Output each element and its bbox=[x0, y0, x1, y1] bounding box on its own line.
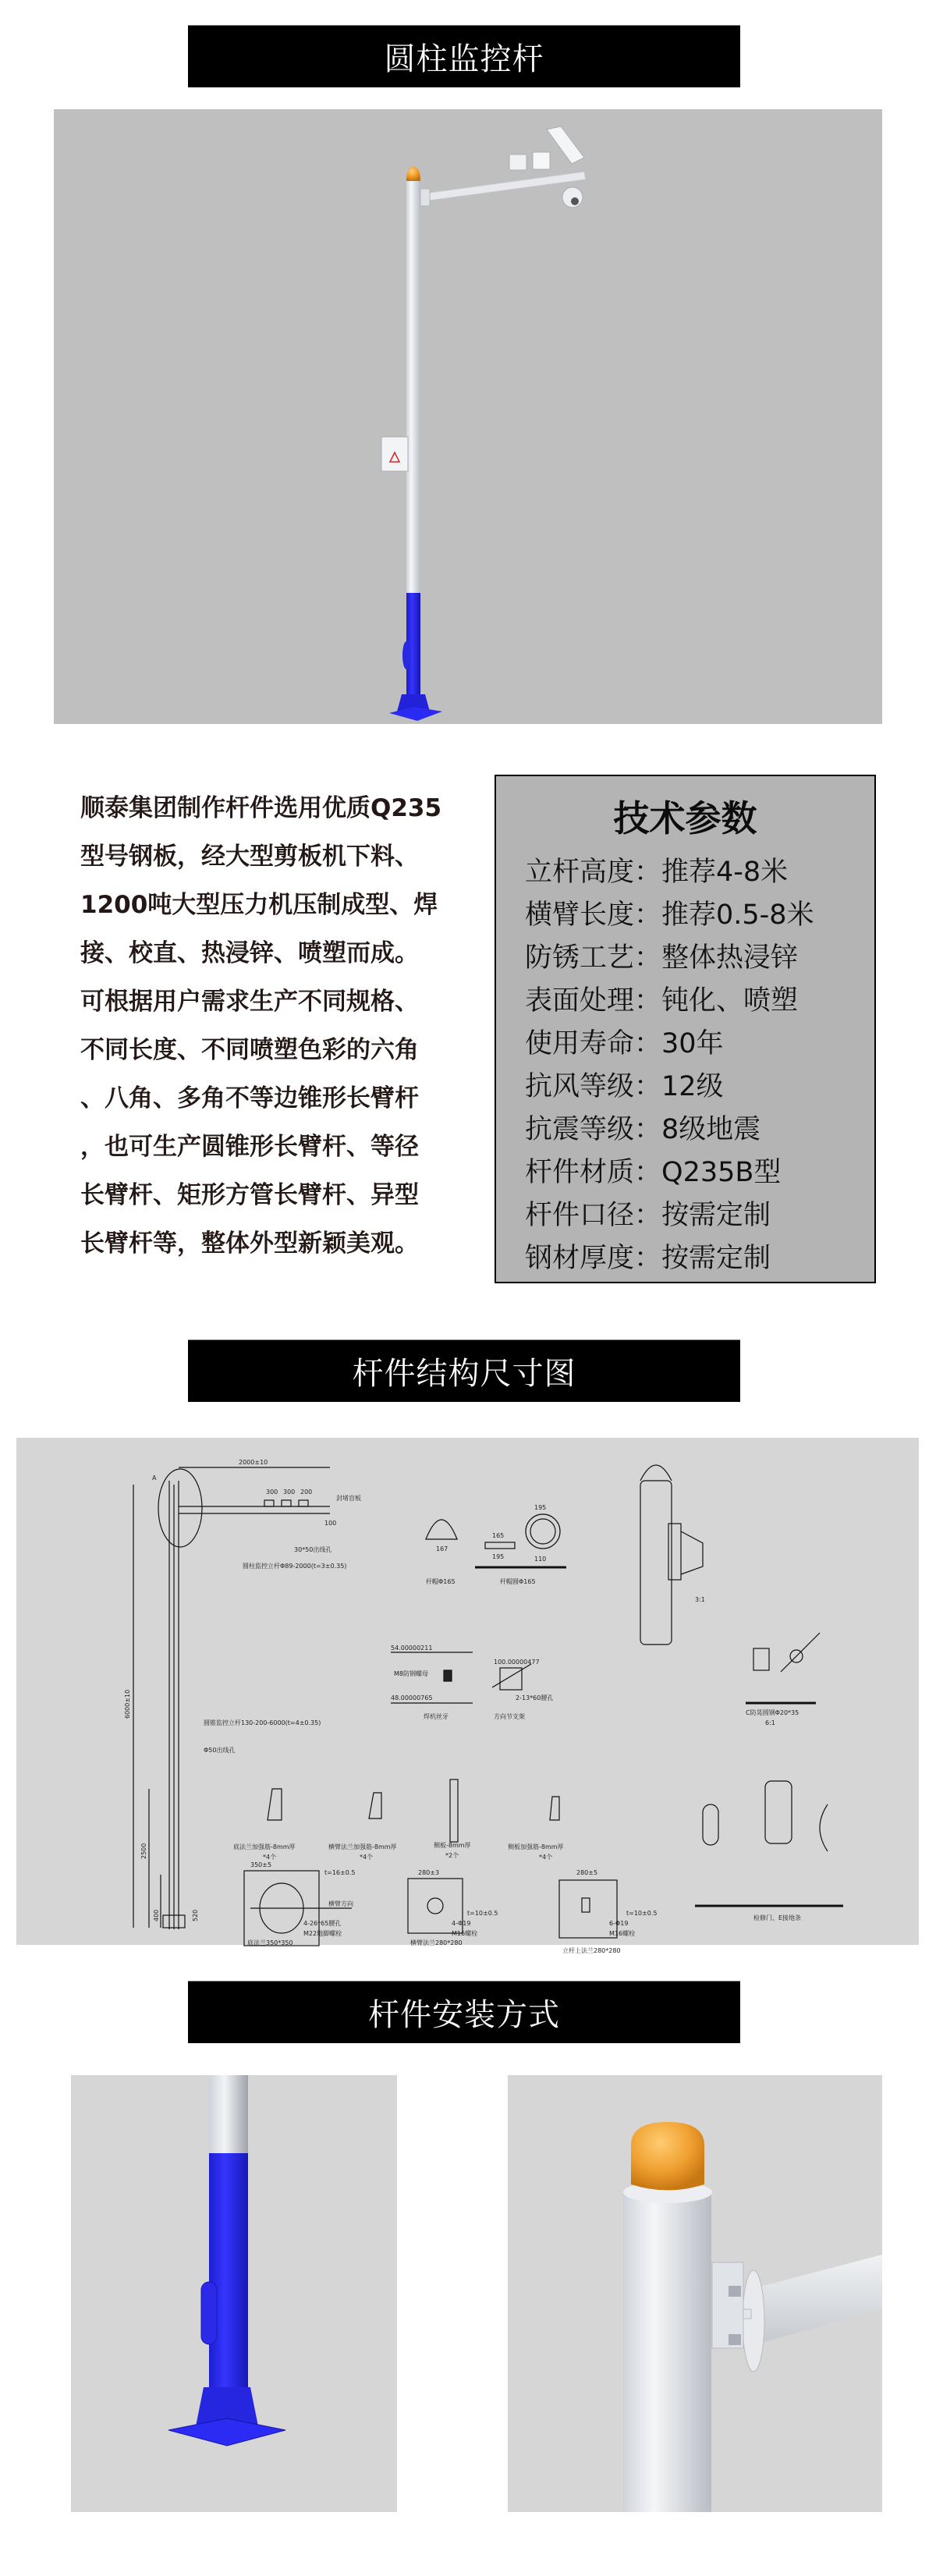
section-title-install: 杆件安装方式 bbox=[188, 1981, 740, 2043]
param-value: 30年 bbox=[661, 1027, 724, 1059]
param-label: 抗震等级： bbox=[525, 1113, 662, 1145]
param-label: 杆件材质： bbox=[525, 1156, 662, 1188]
param-label: 抗风等级： bbox=[525, 1070, 662, 1102]
base-plate bbox=[168, 2418, 285, 2446]
param-label: 横臂长度： bbox=[525, 899, 662, 931]
svg-text:195: 195 bbox=[492, 1553, 505, 1560]
svg-text:方向节支架: 方向节支架 bbox=[494, 1713, 525, 1720]
svg-text:封堵盲板: 封堵盲板 bbox=[336, 1495, 361, 1502]
param-row-diameter bbox=[525, 1191, 814, 1234]
param-label: 防锈工艺： bbox=[525, 942, 662, 974]
svg-text:*2个: *2个 bbox=[445, 1852, 459, 1859]
svg-text:*4个: *4个 bbox=[539, 1854, 553, 1861]
param-label: 使用寿命： bbox=[525, 1027, 662, 1059]
svg-text:t=10±0.5: t=10±0.5 bbox=[467, 1910, 498, 1917]
param-value: Q235B型 bbox=[661, 1156, 782, 1188]
param-value: 推荐4-8米 bbox=[661, 856, 789, 888]
param-value: 12级 bbox=[661, 1070, 724, 1102]
bolt-icon bbox=[729, 2286, 741, 2297]
svg-text:2000±10: 2000±10 bbox=[239, 1459, 268, 1466]
pole-white-section bbox=[209, 2075, 248, 2155]
svg-text:M16螺栓: M16螺栓 bbox=[609, 1930, 636, 1937]
svg-text:t=10±0.5: t=10±0.5 bbox=[626, 1910, 658, 1917]
param-row-surface bbox=[525, 977, 814, 1020]
param-label: 立杆高度： bbox=[525, 856, 662, 888]
svg-text:6:1: 6:1 bbox=[765, 1719, 775, 1726]
pole-upper bbox=[406, 178, 420, 595]
svg-text:焊机丝牙: 焊机丝牙 bbox=[424, 1713, 448, 1720]
svg-text:200: 200 bbox=[300, 1488, 313, 1496]
svg-text:6-Φ19: 6-Φ19 bbox=[609, 1920, 629, 1927]
svg-text:横臂法兰加强筋-8mm厚: 横臂法兰加强筋-8mm厚 bbox=[328, 1843, 397, 1850]
svg-text:350±5: 350±5 bbox=[250, 1861, 272, 1868]
description-line: 、八角、多角不等边锥形长臂杆 bbox=[80, 1084, 419, 1112]
bullet-camera-icon bbox=[547, 126, 584, 164]
param-row-lifespan bbox=[525, 1020, 814, 1063]
flash-light-icon bbox=[533, 152, 550, 169]
svg-text:100: 100 bbox=[324, 1520, 337, 1527]
svg-text:横臂方向: 横臂方向 bbox=[328, 1900, 353, 1907]
svg-text:54.00000211: 54.00000211 bbox=[391, 1645, 433, 1652]
product-render bbox=[54, 109, 882, 724]
description-line: 可根据用户需求生产不同规格、 bbox=[80, 988, 419, 1016]
svg-text:*4个: *4个 bbox=[263, 1854, 277, 1861]
svg-text:M8防钢螺母: M8防钢螺母 bbox=[394, 1670, 428, 1677]
svg-text:300: 300 bbox=[266, 1488, 278, 1496]
monitoring-pole-illustration bbox=[54, 109, 882, 724]
svg-text:195: 195 bbox=[534, 1504, 547, 1511]
param-row-thickness bbox=[525, 1234, 814, 1277]
param-value: 钝化、喷塑 bbox=[661, 985, 799, 1017]
svg-text:48.00000765: 48.00000765 bbox=[391, 1694, 433, 1701]
dimension-drawing bbox=[16, 1438, 919, 1954]
access-door-icon bbox=[201, 2282, 217, 2344]
param-row-seismic bbox=[525, 1105, 814, 1148]
param-value: 按需定制 bbox=[661, 1199, 771, 1231]
access-door-icon bbox=[402, 641, 410, 669]
description-line: 型号钢板，经大型剪板机下料、 bbox=[80, 843, 419, 871]
svg-text:100.00000477: 100.00000477 bbox=[494, 1659, 540, 1666]
svg-text:侧板加强筋-8mm厚: 侧板加强筋-8mm厚 bbox=[508, 1843, 564, 1850]
svg-text:杆帽Φ165: 杆帽Φ165 bbox=[426, 1578, 456, 1585]
warning-light-cap-icon bbox=[631, 2122, 704, 2191]
description-line: 1200吨大型压力机压制成型、焊 bbox=[80, 891, 438, 919]
arm-flange bbox=[743, 2270, 764, 2372]
param-label: 杆件口径： bbox=[525, 1199, 662, 1231]
svg-text:*4个: *4个 bbox=[360, 1854, 374, 1861]
svg-text:t=16±0.5: t=16±0.5 bbox=[324, 1869, 356, 1876]
svg-text:520: 520 bbox=[192, 1909, 199, 1921]
param-value: 按需定制 bbox=[661, 1242, 771, 1274]
svg-text:检修门、E接地条: 检修门、E接地条 bbox=[753, 1914, 802, 1921]
param-row-rust-process bbox=[525, 934, 814, 977]
product-description bbox=[80, 784, 470, 1268]
dome-camera-icon bbox=[562, 187, 583, 208]
structure-drawing bbox=[16, 1438, 919, 1954]
param-value: 推荐0.5-8米 bbox=[661, 899, 814, 931]
svg-text:立杆上法兰280*280: 立杆上法兰280*280 bbox=[562, 1947, 621, 1954]
param-row-wind bbox=[525, 1063, 814, 1105]
svg-text:杆帽圆Φ165: 杆帽圆Φ165 bbox=[500, 1578, 536, 1585]
svg-text:底法兰加强筋-8mm厚: 底法兰加强筋-8mm厚 bbox=[233, 1843, 296, 1850]
description-line: 顺泰集团制作杆件选用优质Q235 bbox=[80, 794, 442, 822]
svg-text:165: 165 bbox=[492, 1532, 505, 1539]
param-row-pole-height bbox=[525, 848, 814, 891]
description-line: 接、校直、热浸锌、喷塑而成。 bbox=[80, 939, 419, 967]
pole-blue-section bbox=[209, 2153, 248, 2411]
bolt-icon bbox=[729, 2334, 741, 2345]
svg-text:3:1: 3:1 bbox=[695, 1596, 705, 1603]
svg-text:横臂法兰280*280: 横臂法兰280*280 bbox=[410, 1939, 463, 1946]
pole-base-illustration bbox=[71, 2075, 397, 2512]
param-row-arm-length bbox=[525, 891, 814, 934]
pole-body bbox=[623, 2192, 711, 2512]
svg-text:400: 400 bbox=[153, 1909, 160, 1921]
description-line: ，也可生产圆锥形长臂杆、等径 bbox=[80, 1133, 419, 1161]
tech-params-heading: 技术参数 bbox=[613, 797, 757, 839]
arm-joint-illustration bbox=[508, 2075, 882, 2512]
param-value: 整体热浸锌 bbox=[661, 942, 799, 974]
section-title-structure: 杆件结构尺寸图 bbox=[188, 1339, 740, 1402]
svg-text:2-13*60腰孔: 2-13*60腰孔 bbox=[516, 1694, 554, 1701]
param-row-material bbox=[525, 1148, 814, 1191]
tech-params-list bbox=[525, 848, 814, 1277]
param-label: 钢材厚度： bbox=[525, 1242, 662, 1274]
tech-params-box bbox=[495, 775, 876, 1283]
svg-text:M16螺栓: M16螺栓 bbox=[452, 1930, 478, 1937]
svg-text:30*50出线孔: 30*50出线孔 bbox=[294, 1546, 332, 1553]
param-value: 8级地震 bbox=[661, 1113, 761, 1145]
junction-box-icon bbox=[381, 437, 408, 471]
svg-text:6000±10: 6000±10 bbox=[124, 1689, 131, 1719]
fill-light-icon bbox=[509, 154, 526, 170]
base-plate bbox=[389, 707, 442, 721]
svg-text:M22地脚螺栓: M22地脚螺栓 bbox=[303, 1930, 342, 1937]
svg-text:Φ50出线孔: Φ50出线孔 bbox=[204, 1747, 236, 1754]
svg-text:4-Φ19: 4-Φ19 bbox=[452, 1920, 471, 1927]
svg-text:4-26*65腰孔: 4-26*65腰孔 bbox=[303, 1920, 342, 1927]
svg-text:A: A bbox=[152, 1474, 157, 1481]
svg-text:280±3: 280±3 bbox=[418, 1869, 440, 1876]
section-title-product: 圆柱监控杆 bbox=[188, 25, 740, 87]
warning-light-cap-icon bbox=[406, 167, 420, 181]
install-render-base bbox=[71, 2075, 397, 2512]
description-line: 不同长度、不同喷塑色彩的六角 bbox=[80, 1036, 419, 1064]
svg-text:底法兰350*350: 底法兰350*350 bbox=[247, 1939, 293, 1946]
install-render-arm-joint bbox=[508, 2075, 882, 2512]
param-label: 表面处理： bbox=[525, 985, 662, 1017]
description-line: 长臂杆、矩形方管长臂杆、异型 bbox=[80, 1181, 419, 1209]
svg-text:圆锥监控立杆130-200-6000(t=4±0.35): 圆锥监控立杆130-200-6000(t=4±0.35) bbox=[204, 1719, 321, 1726]
svg-text:C防晃圆钢Φ20*35: C防晃圆钢Φ20*35 bbox=[746, 1709, 800, 1716]
svg-text:圆柱监控立杆Φ89-2000(t=3±0.35): 圆柱监控立杆Φ89-2000(t=3±0.35) bbox=[243, 1563, 347, 1570]
description-line: 长臂杆等，整体外型新颖美观。 bbox=[80, 1229, 419, 1258]
svg-text:167: 167 bbox=[436, 1545, 448, 1552]
svg-text:300: 300 bbox=[283, 1488, 296, 1496]
cross-arm bbox=[424, 172, 586, 201]
svg-text:110: 110 bbox=[534, 1556, 547, 1563]
svg-text:280±5: 280±5 bbox=[576, 1869, 598, 1876]
svg-text:2500: 2500 bbox=[140, 1843, 147, 1859]
svg-text:侧板-8mm厚: 侧板-8mm厚 bbox=[434, 1842, 471, 1849]
